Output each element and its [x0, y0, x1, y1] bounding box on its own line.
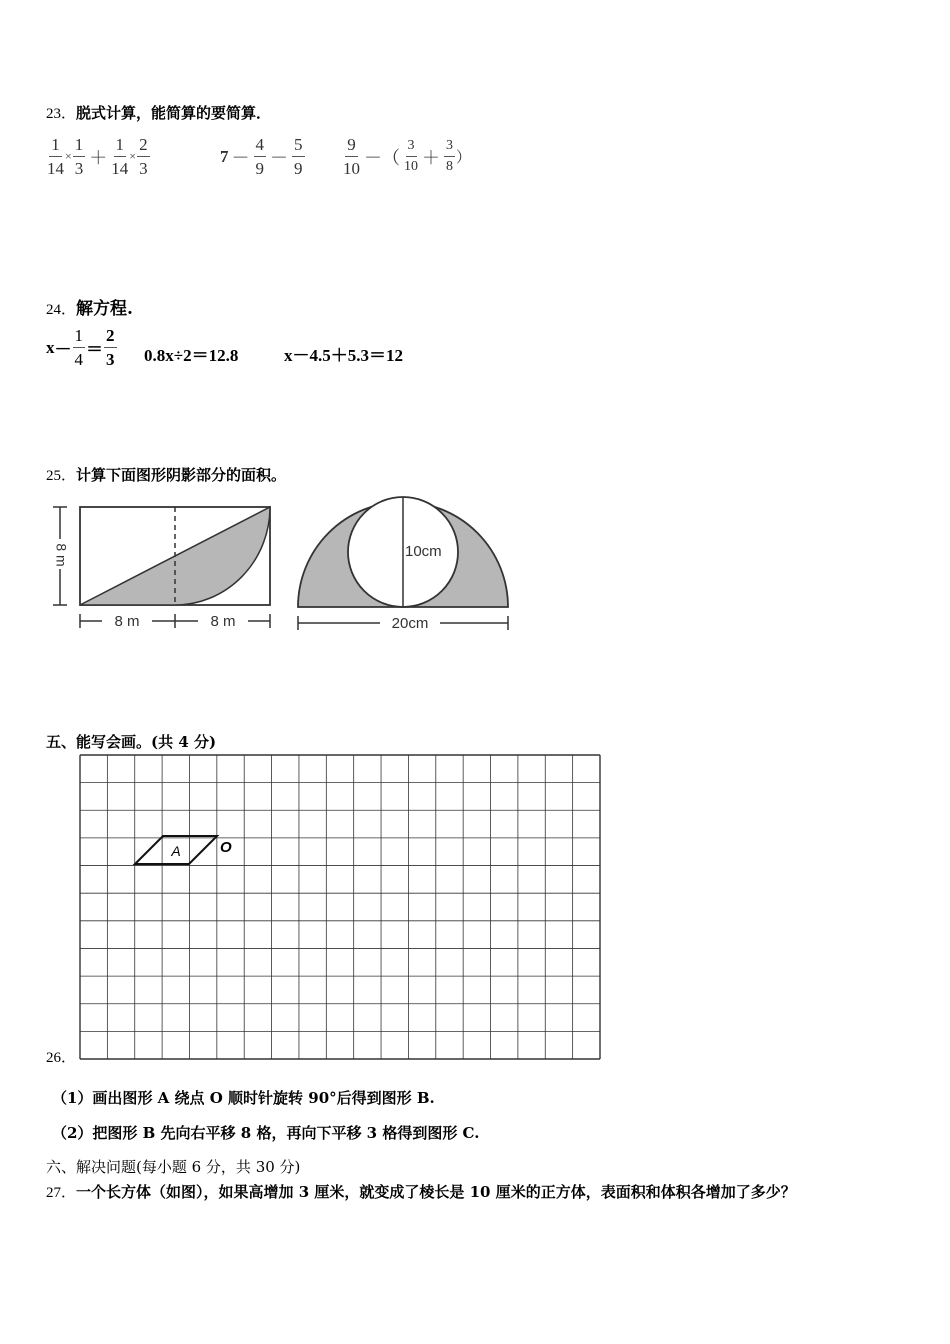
q24-title — [46, 294, 133, 319]
q26-number: 26． — [46, 1050, 77, 1066]
denominator: 14 — [47, 159, 64, 178]
denominator: 8 — [446, 159, 453, 174]
denominator: 3 — [106, 350, 115, 369]
q24-equation-2: 0.8x÷2＝12.8 — [144, 346, 239, 365]
fraction — [47, 136, 64, 177]
plus-sign: ＋ — [89, 147, 108, 168]
fraction — [343, 136, 360, 177]
numerator: 9 — [345, 136, 358, 157]
variable: x — [46, 337, 55, 357]
numerator: 1 — [73, 327, 86, 348]
q25-number: 25． — [46, 468, 77, 484]
grid-lines — [80, 755, 600, 1059]
point-label-o: O — [220, 839, 232, 856]
denominator: 10 — [404, 159, 418, 174]
integer: 7 — [220, 146, 229, 166]
times-sign: × — [129, 149, 137, 163]
q24-text: 解方程. — [76, 299, 133, 319]
times-sign: × — [65, 149, 72, 163]
close-paren: ） — [456, 150, 472, 166]
numerator: 2 — [104, 327, 117, 348]
q24-number: 24． — [46, 302, 77, 318]
fraction — [73, 327, 86, 368]
numerator: 1 — [49, 136, 62, 157]
q24-equation-3: x－4.5＋5.3＝12 — [284, 346, 403, 365]
numerator: 1 — [73, 136, 86, 157]
numerator: 5 — [292, 136, 305, 157]
q23-expression-2 — [220, 136, 306, 177]
denominator: 9 — [294, 159, 303, 178]
height-label: 8 m — [53, 543, 70, 567]
left-width-label: 8 m — [114, 613, 140, 630]
q23-number: 23． — [46, 106, 77, 122]
q23-expression-1 — [46, 136, 151, 177]
q27-title — [46, 1181, 796, 1202]
denominator: 4 — [74, 350, 83, 369]
q26-part-1: （1）画出图形 A 绕点 O 顺时针旋转 90°后得到图形 B. — [52, 1089, 435, 1107]
fraction — [73, 136, 86, 177]
fraction — [104, 327, 117, 368]
q27-number: 27． — [46, 1185, 77, 1201]
section-five-title: 五、能写会画。(共 4 分) — [46, 733, 217, 751]
q27-text: 一个长方体（如图），如果高增加 3 厘米，就变成了棱长是 10 厘米的正方体，表面积和体积各增加了多少？ — [76, 1183, 796, 1201]
fraction — [444, 139, 455, 174]
plus-sign: ＋ — [422, 147, 440, 168]
numerator: 3 — [406, 139, 417, 157]
fraction — [254, 136, 267, 177]
figure-rectangle — [40, 495, 290, 640]
denominator: 3 — [74, 159, 84, 178]
q26-part-2: （2）把图形 B 先向右平移 8 格，再向下平移 3 格得到图形 C. — [52, 1124, 480, 1142]
denominator: 10 — [343, 159, 360, 178]
diameter-label: 10cm — [405, 543, 442, 560]
numerator: 2 — [137, 136, 150, 157]
q23-title — [46, 102, 271, 123]
denominator: 9 — [255, 159, 264, 178]
base-label: 20cm — [391, 615, 429, 632]
fraction — [292, 136, 305, 177]
denominator: 3 — [139, 159, 148, 178]
q25-text: 计算下面图形阴影部分的面积。 — [76, 466, 287, 484]
minus-sign: － — [270, 147, 288, 168]
numerator: 4 — [254, 136, 267, 157]
fraction — [137, 136, 150, 177]
figure-semicircle — [290, 490, 520, 640]
q24-equation-1 — [46, 327, 118, 368]
q25-title — [46, 464, 286, 485]
equals-sign: ＝ — [86, 340, 103, 359]
fraction — [404, 139, 418, 174]
minus-paren: －（ — [364, 147, 400, 168]
right-width-label: 8 m — [210, 613, 236, 630]
numerator: 1 — [114, 136, 127, 157]
grid-figure — [79, 754, 603, 1062]
fraction — [111, 136, 128, 177]
section-six-title: 六、解决问题(每小题 6 分，共 30 分) — [46, 1158, 301, 1176]
numerator: 3 — [444, 139, 455, 157]
q23-expression-3 — [342, 136, 471, 177]
q23-text: 脱式计算，能简算的要简算． — [76, 104, 272, 122]
denominator: 14 — [111, 159, 129, 178]
minus-sign: － — [231, 147, 250, 168]
minus-sign: － — [54, 340, 72, 359]
shape-label-a: A — [171, 843, 181, 859]
